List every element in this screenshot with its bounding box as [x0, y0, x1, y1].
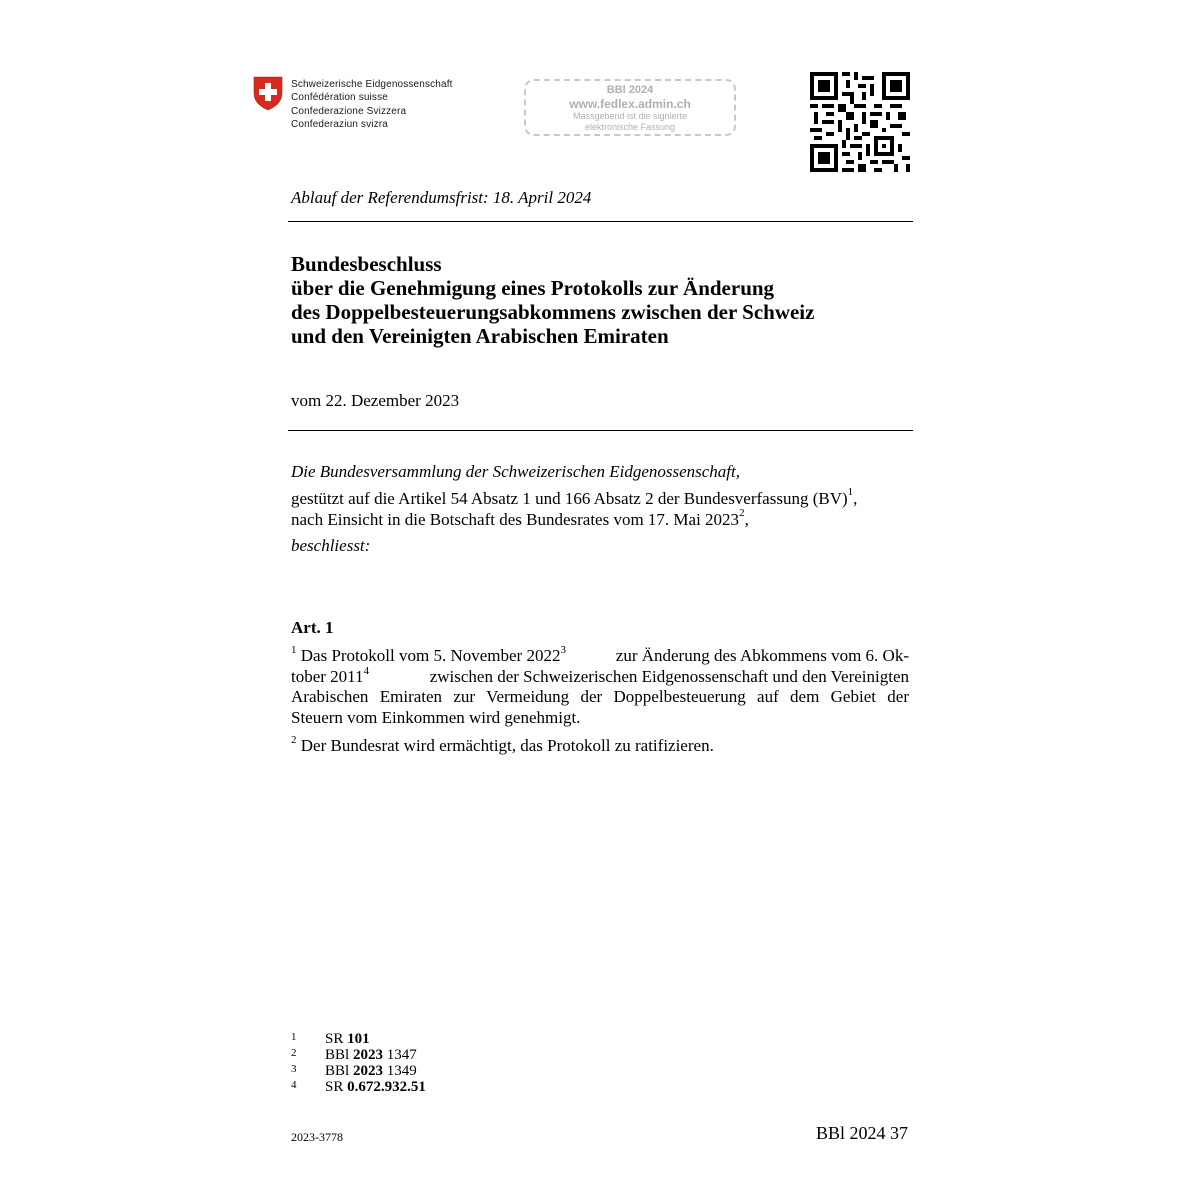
stamp-line-4: elektronische Fassung	[584, 122, 676, 132]
article-paragraph-2	[291, 736, 909, 757]
authority-line-de: Schweizerische Eidgenossenschaft	[291, 79, 453, 90]
article-paragraph-1	[291, 646, 909, 728]
referendum-deadline: Ablauf der Referendumsfrist: 18. April 2024	[291, 188, 592, 207]
footnotes	[291, 1031, 426, 1095]
basis-text: gestützt auf die Artikel 54 Absatz 1 und 166 Absatz 2 der Bundesverfassung (BV)	[291, 489, 848, 508]
fedlex-stamp	[524, 79, 736, 136]
footnote-suffix: 1347	[382, 1047, 417, 1063]
page-title	[291, 252, 911, 348]
stamp-line-1: BBl 2024	[606, 84, 654, 96]
footnote-item	[291, 1047, 426, 1063]
footnote-ref-2[interactable]: 2	[739, 507, 745, 519]
message-end: ,	[744, 510, 749, 529]
authority-line-rm: Confederaziun svizra	[291, 119, 388, 131]
stamp-line-2: www.fedlex.admin.ch	[569, 97, 691, 111]
footnote-ref-bold: 2023	[352, 1047, 383, 1063]
paragraph-number-2: 2	[291, 734, 297, 746]
para2-text: Der Bundesrat wird ermächtigt, das Protokoll zu ratifizieren.	[300, 736, 714, 755]
footnote-item	[291, 1031, 426, 1047]
footnote-prefix: BBl	[325, 1047, 353, 1063]
document-identifier: 2023-3778	[291, 1130, 343, 1144]
footnote-prefix: BBl	[325, 1063, 353, 1079]
swiss-coat-of-arms-icon	[253, 76, 283, 111]
footnote-item	[291, 1063, 426, 1079]
stamp-line-3: Massgebend ist die signierte	[572, 111, 688, 121]
federal-authority-names	[291, 78, 453, 132]
divider-top	[288, 221, 913, 222]
para1-c: tober 2011	[291, 666, 364, 686]
article-title: Art. 1	[291, 618, 334, 637]
footnote-ref-bold: 2023	[352, 1063, 383, 1079]
footnote-number: 4	[291, 1079, 297, 1091]
divider-title	[288, 430, 913, 431]
authority-line-fr: Confédération suisse	[291, 92, 388, 104]
para1-d: zwischen der Schweizerischen Eidgenossenschaft und den Vereinigten	[429, 666, 909, 686]
footnote-ref-1[interactable]: 1	[847, 486, 854, 498]
title-line-3: des Doppelbesteuerungsabkommens zwischen der Schweiz	[291, 300, 815, 324]
footnote-ref-4[interactable]: 4	[363, 664, 370, 677]
title-line-4: und den Vereinigten Arabischen Emiraten	[291, 324, 669, 348]
para1-a: Das Protokoll vom 5. November 2022	[300, 646, 561, 665]
basis-end: ,	[853, 489, 858, 508]
preamble-basis	[291, 488, 857, 530]
footnote-ref-bold: 101	[347, 1031, 370, 1047]
title-line-2: über die Genehmigung eines Protokolls zur Änderung	[291, 276, 775, 300]
footnote-number: 3	[291, 1063, 297, 1075]
qr-code-icon	[810, 72, 910, 172]
para1-e: Arabischen Emiraten zur Vermeidung der Doppelbesteuerung auf dem Gebiet der	[291, 687, 909, 706]
authority-line-it: Confederazione Svizzera	[291, 105, 407, 117]
para1-f: Steuern vom Einkommen wird genehmigt.	[291, 707, 581, 727]
footnote-prefix: SR	[325, 1031, 348, 1047]
paragraph-number-1: 1	[291, 644, 297, 656]
title-line-1: Bundesbeschluss	[291, 252, 442, 276]
footnote-ref-bold: 0.672.932.51	[347, 1079, 426, 1095]
page-reference: BBl 2024 37	[815, 1123, 908, 1143]
footnote-number: 1	[291, 1031, 297, 1043]
footnote-ref-3[interactable]: 3	[560, 644, 566, 656]
footnote-number: 2	[291, 1047, 297, 1059]
footnote-item	[291, 1079, 426, 1095]
para1-b: zur Änderung des Abkommens vom 6. Ok-	[615, 646, 909, 665]
footnote-prefix: SR	[325, 1079, 348, 1095]
preamble-decides: beschliesst:	[291, 536, 371, 555]
footnote-suffix: 1349	[382, 1063, 417, 1079]
decree-date: vom 22. Dezember 2023	[291, 391, 460, 410]
preamble-authority: Die Bundesversammlung der Schweizerischen Eidgenossenschaft,	[291, 462, 740, 481]
message-text: nach Einsicht in die Botschaft des Bundesrates vom 17. Mai 2023	[291, 510, 740, 529]
